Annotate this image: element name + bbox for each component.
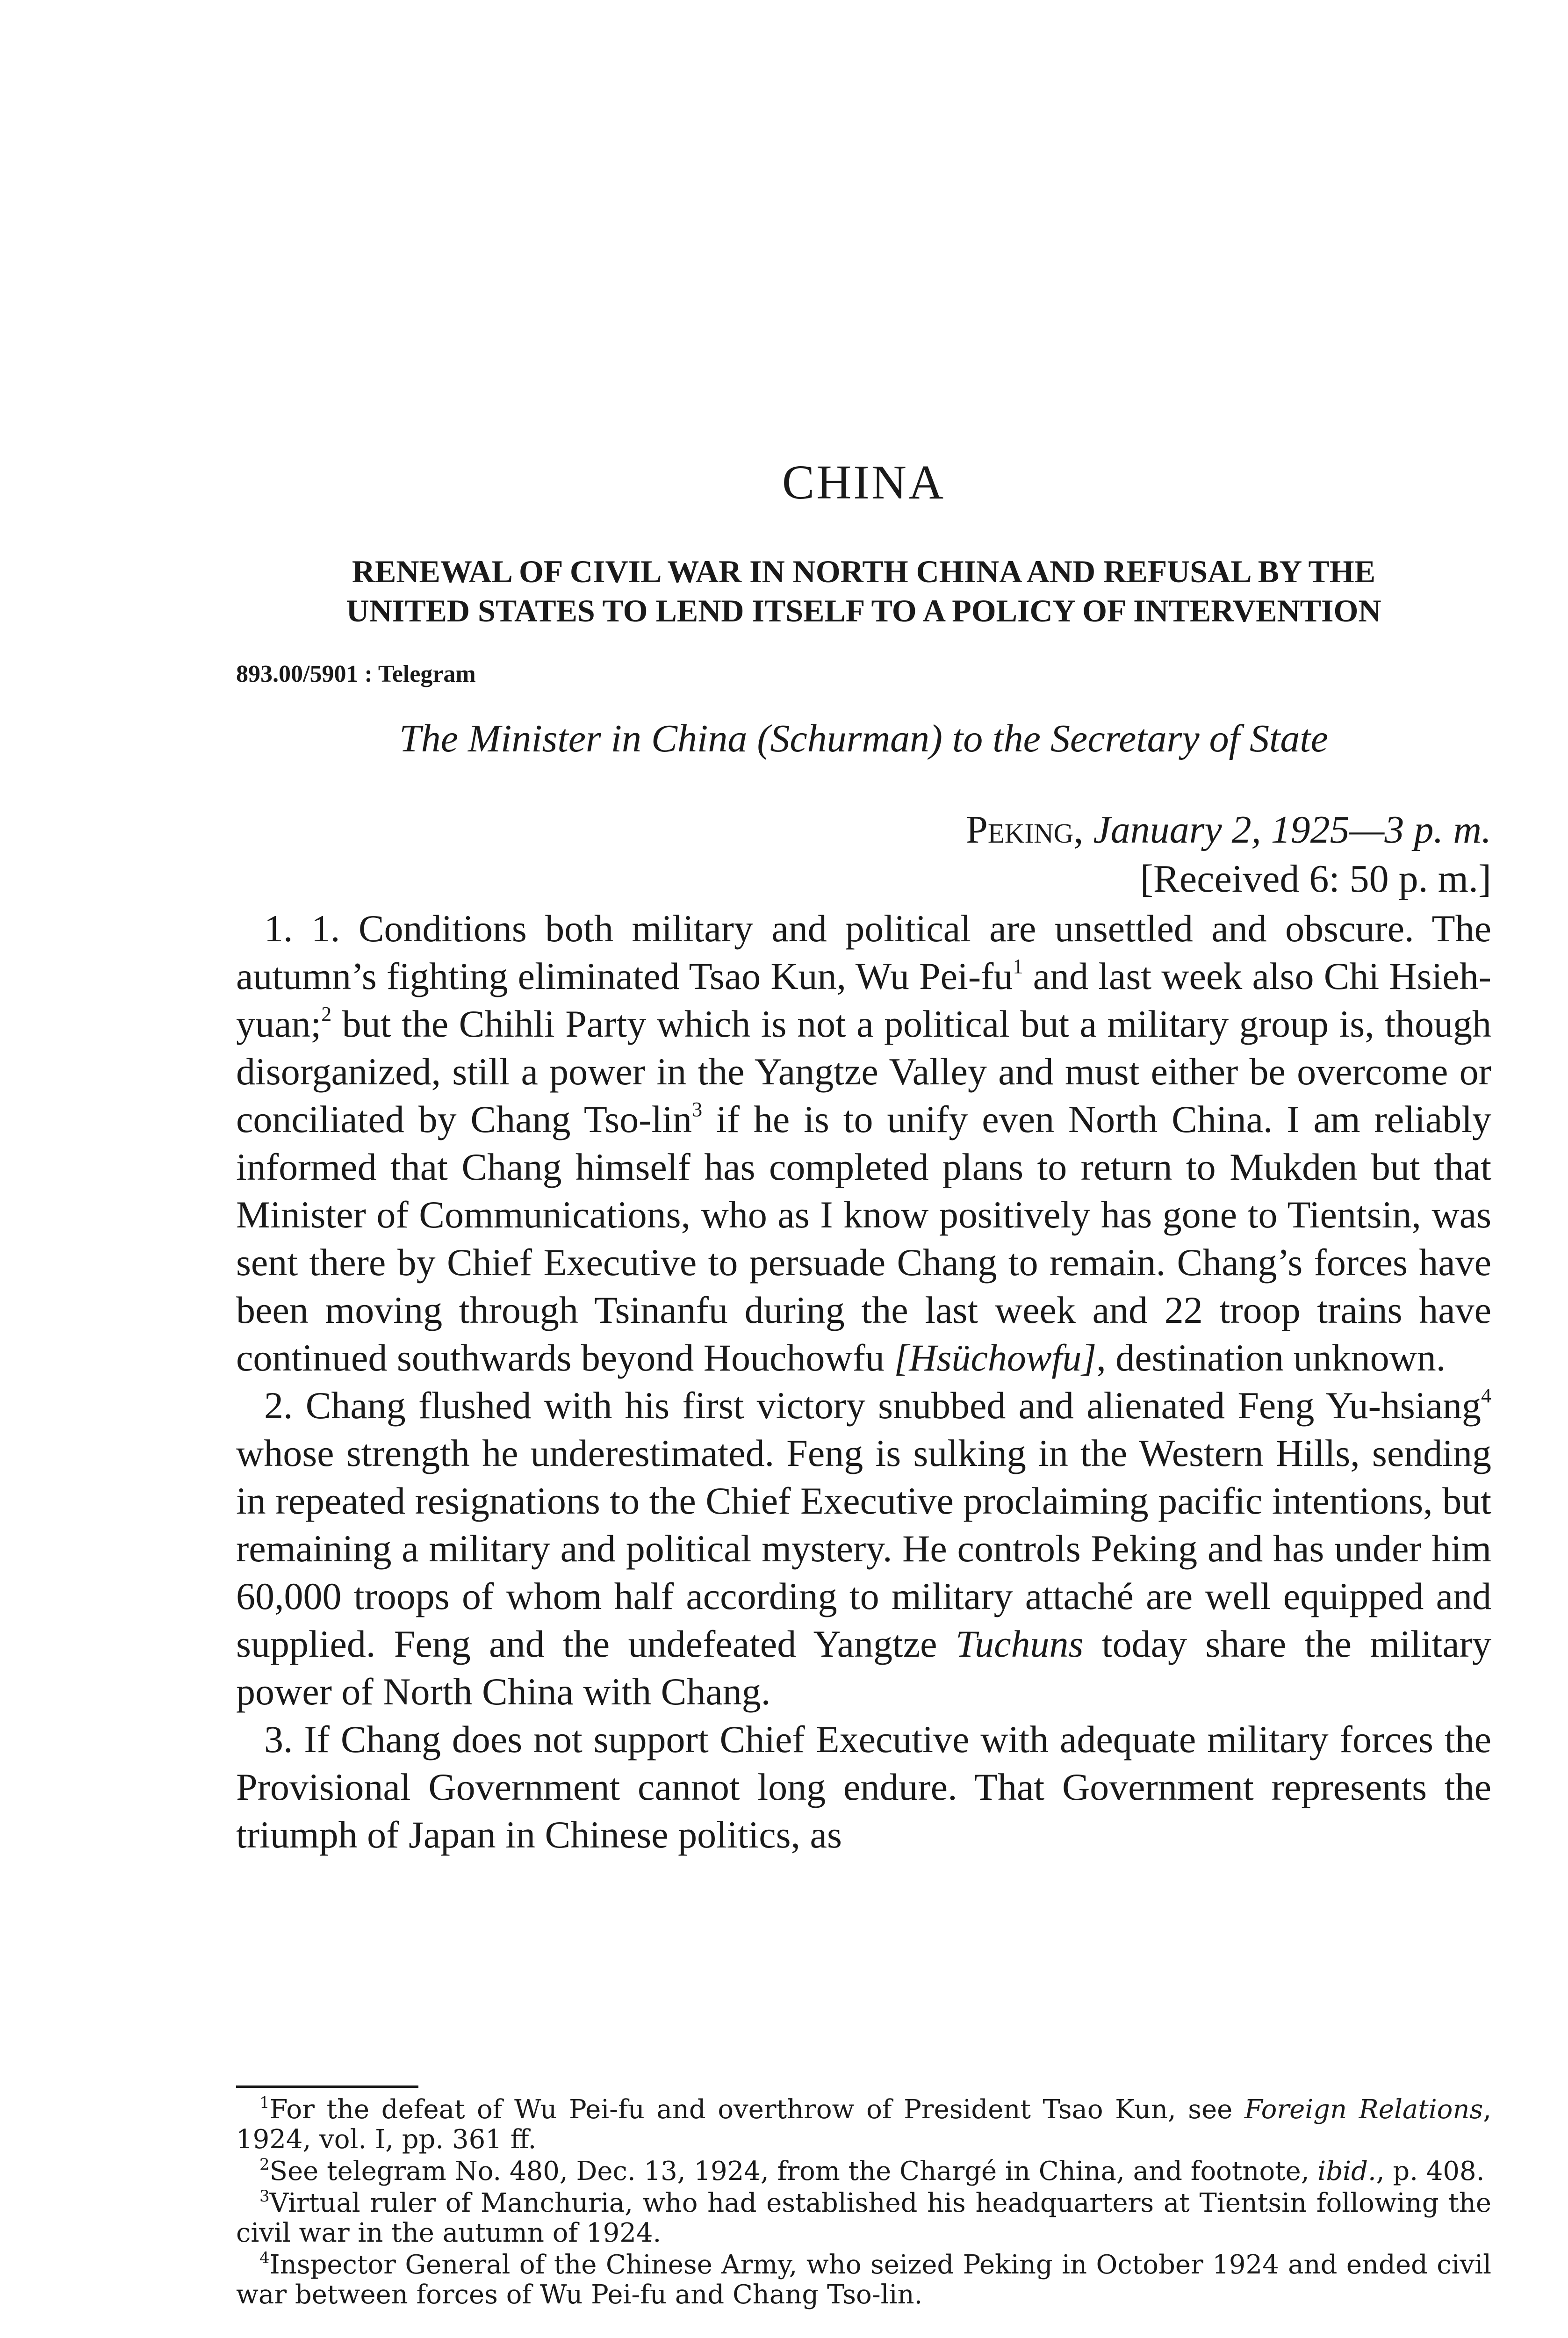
section-heading-line-2: UNITED STATES TO LEND ITSELF TO A POLICY OF INTERVENTION xyxy=(346,593,1381,628)
footnote-4 xyxy=(236,2250,1491,2310)
footnote-3-text: Virtual ruler of Manchuria, who had established his headquarters at Tientsin following the civil war in the autumn of 1924. xyxy=(236,2188,1491,2248)
paragraph-2 xyxy=(236,1382,1491,1716)
footnote-3 xyxy=(236,2188,1491,2248)
paragraph-1-text-b: and last week also Chi Hsieh-yuan; xyxy=(236,955,1492,1045)
paragraph-2-text-a: 2. Chang flushed with his first victory snubbed and alienated Feng Yu-hsiang xyxy=(264,1384,1481,1427)
footnote-2-rest: , p. 408. xyxy=(1376,2156,1485,2186)
footnote-ref-2: 2 xyxy=(321,1003,332,1025)
footnote-1 xyxy=(236,2095,1491,2155)
footnote-ref-3: 3 xyxy=(692,1098,703,1121)
telegram-body xyxy=(236,905,1491,1859)
dateline xyxy=(236,807,1491,853)
section-heading xyxy=(236,552,1491,630)
footnote-2-text: See telegram No. 480, Dec. 13, 1924, from the Chargé in China, and footnote, xyxy=(269,2156,1318,2186)
paragraph-1-text-f: , destination unknown. xyxy=(1096,1336,1446,1379)
footnote-2 xyxy=(236,2157,1491,2186)
file-reference: 893.00/5901 : Telegram xyxy=(236,661,476,687)
addressee-line: The Minister in China (Schurman) to the Secretary of State xyxy=(399,717,1328,760)
footnote-4-text: Inspector General of the Chinese Army, who seized Peking in October 1924 and ended civil war between forces of Wu Pei-fu and Chang Tso-lin. xyxy=(236,2250,1491,2310)
paragraph-1-italic-place: [Hsüchowfu] xyxy=(894,1336,1097,1379)
paragraph-1-text-c: but the Chihli Party which is not a political but a military group is, though disorganized, still a power in the Yangtze Valley and must either be overcome or conciliated by Chang Tso-lin xyxy=(236,1003,1491,1140)
country-title: CHINA xyxy=(782,455,946,509)
footnote-2-italic: ibid. xyxy=(1317,2156,1376,2186)
dateline-date: January 2, 1925—3 p. m. xyxy=(1093,808,1491,851)
footnote-2-number: 2 xyxy=(259,2155,270,2174)
received-line: [Received 6: 50 p. m.] xyxy=(1140,857,1491,901)
footnote-3-number: 3 xyxy=(259,2187,270,2206)
dateline-place: Peking, xyxy=(966,808,1084,851)
footnote-ref-1: 1 xyxy=(1013,955,1023,978)
footnote-ref-4: 4 xyxy=(1481,1384,1491,1407)
paragraph-1 xyxy=(236,905,1491,1382)
footnote-1-number: 1 xyxy=(259,2093,270,2112)
footnote-1-italic: Foreign Relations xyxy=(1244,2094,1483,2125)
footnote-divider xyxy=(236,2085,418,2088)
section-heading-line-1: RENEWAL OF CIVIL WAR IN NORTH CHINA AND REFUSAL BY THE xyxy=(352,554,1376,589)
paragraph-1-text-d: if he is to unify even North China. I am reliably informed that Chang himself has completed plans to return to Mukden but that Minister of Communications, who as I know positively has gone to Tientsin, was sent there by Chief Executive to persuade Chang to remain. Chang’s forces have been moving through Tsinanfu during the last week and 22 troop trains have continued southwards beyond Houchowfu xyxy=(236,1098,1491,1379)
footnote-4-number: 4 xyxy=(259,2249,270,2267)
paragraph-2-text-b: whose strength he underestimated. Feng is sulking in the Western Hills, sending in repeated resignations to the Chief Executive proclaiming pacific intentions, but remaining a military and political mystery. He controls Peking and has under him 60,000 troops of whom half according to military attaché are well equipped and supplied. Feng and the undefeated Yangtze xyxy=(236,1432,1491,1665)
paragraph-2-text-d: today share the military power of North China with Chang. xyxy=(236,1623,1491,1713)
paragraph-3: 3. If Chang does not support Chief Executive with adequate military forces the Provisional Government cannot long endure. That Government represents the triumph of Japan in Chinese politics, as xyxy=(236,1718,1491,1856)
footnotes xyxy=(236,2095,1491,2312)
footnote-1-text: For the defeat of Wu Pei-fu and overthrow of President Tsao Kun, see xyxy=(269,2094,1244,2125)
paragraph-2-italic-term: Tuchuns xyxy=(956,1623,1084,1665)
footnote-1-rest: , 1924, vol. I, pp. 361 ff. xyxy=(236,2094,1491,2155)
paragraph-1-text-a: 1. 1. Conditions both military and political are unsettled and obscure. The autumn’s fighting eliminated Tsao Kun, Wu Pei-fu xyxy=(236,907,1491,997)
